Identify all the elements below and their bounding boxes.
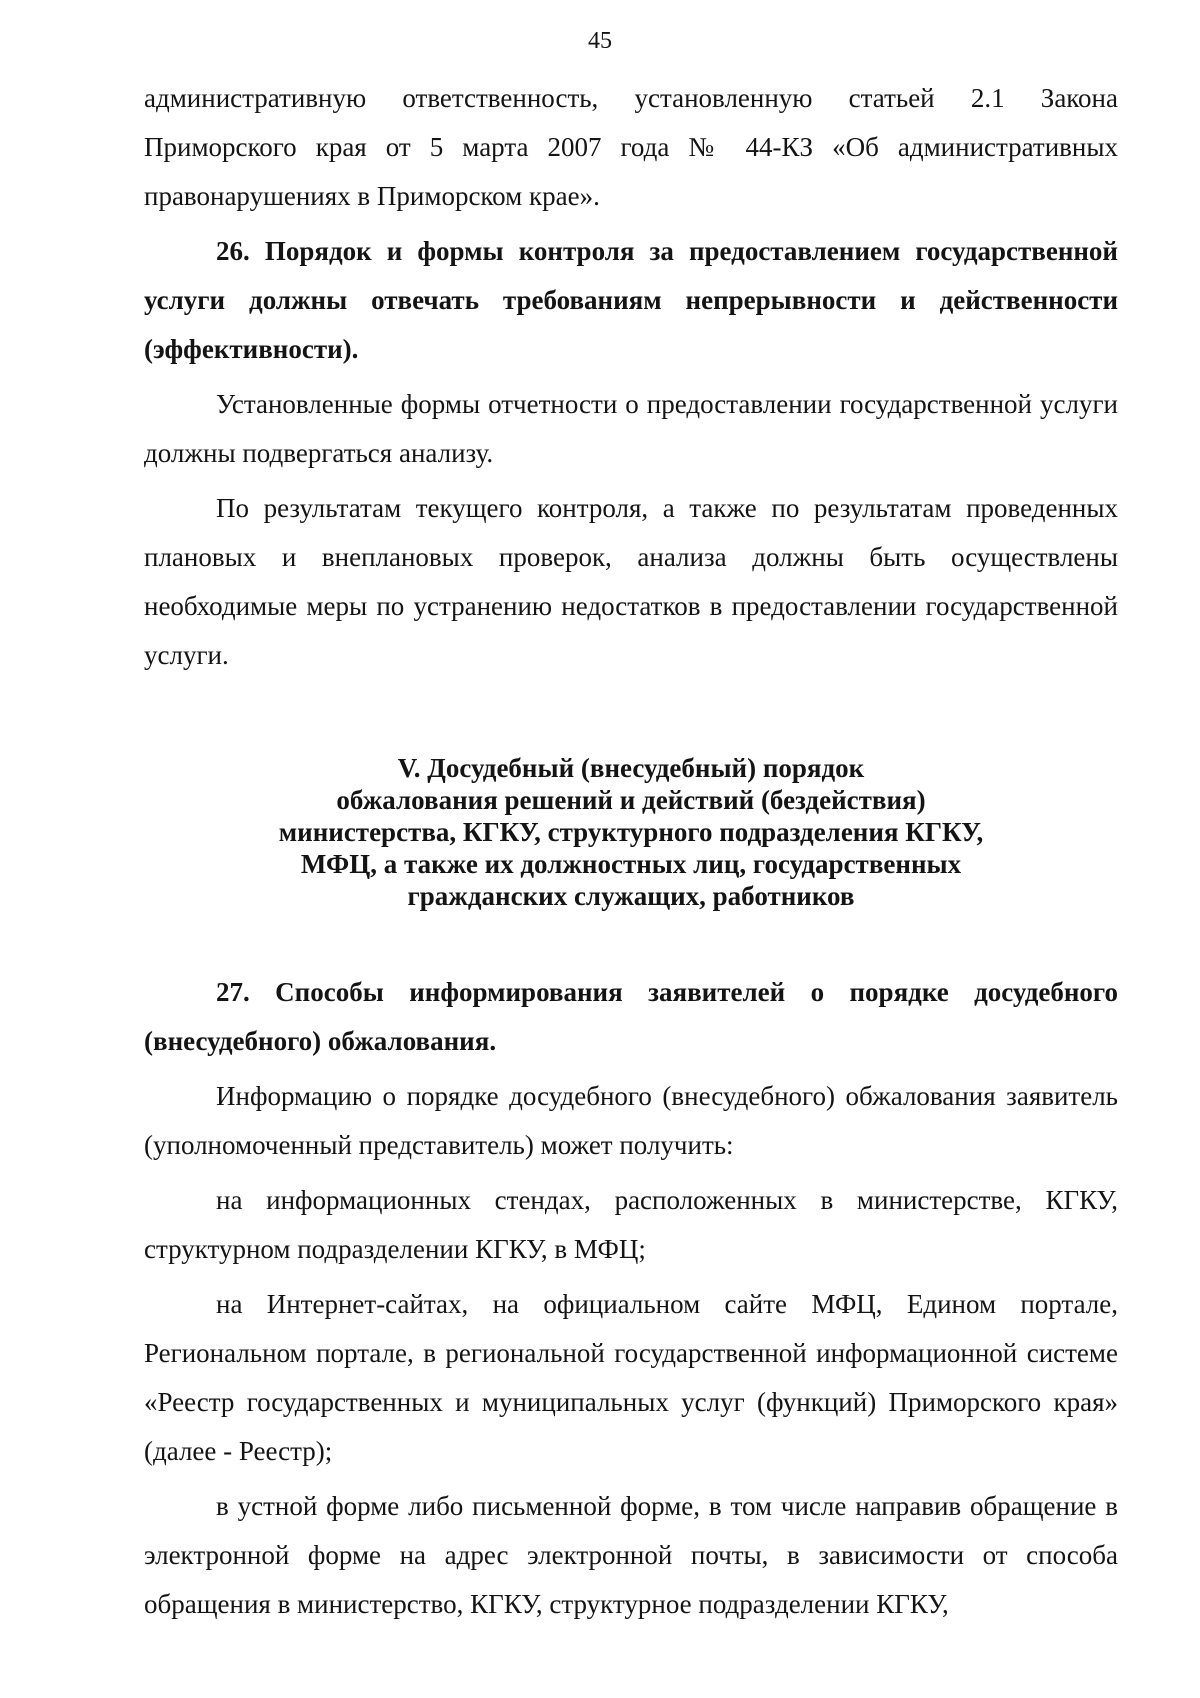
paragraph-reporting-forms: Установленные формы отчетности о предоставлении государственной услуги должны подвергаться анализу. — [144, 389, 1118, 468]
section-heading-line: обжалования решений и действий (бездействия) — [336, 785, 926, 815]
paragraph-internet-sites: на Интернет-сайтах, на официальном сайте МФЦ, Едином портале, Региональном портале, в региональной государственной информационной системе «Реестр государственных и муниципальных услуг (функций) Приморского края» (далее - Реестр); — [144, 1289, 1118, 1466]
paragraph-oral-written: в устной форме либо письменной форме, в том числе направив обращение в электронной форме на адрес электронной почты, в зависимости от способа обращения в министерство, КГКУ, структурное подразделении КГКУ, — [144, 1491, 1118, 1619]
paragraph-control-results: По результатам текущего контроля, а также по результатам проведенных плановых и внеплановых проверок, анализа должны быть осуществлены необходимые меры по устранению недостатков в предоставлении государственной услуги. — [144, 493, 1118, 670]
section-heading-line: министерства, КГКУ, структурного подразделения КГКУ, — [278, 817, 984, 847]
document-body — [144, 74, 1118, 1629]
section-heading-line: гражданских служащих, работников — [407, 881, 855, 911]
section-v-heading — [144, 752, 1118, 912]
clause-26-heading: 26. Порядок и формы контроля за предоставлением государственной услуги должны отвечать требованиям непрерывности и действенности (эффективности). — [144, 236, 1118, 364]
paragraph-info-stands: на информационных стендах, расположенных в министерстве, КГКУ, структурном подразделении КГКУ, в МФЦ; — [144, 1185, 1118, 1264]
clause-27-heading: 27. Способы информирования заявителей о порядке досудебного (внесудебного) обжалования. — [144, 977, 1118, 1056]
page-number: 45 — [588, 28, 612, 54]
section-heading-line: V. Досудебный (внесудебный) порядок — [397, 753, 865, 783]
paragraph-appeal-info: Информацию о порядке досудебного (внесудебного) обжалования заявитель (уполномоченный представитель) может получить: — [144, 1081, 1118, 1160]
paragraph-continuation: административную ответственность, установленную статьей 2.1 Закона Приморского края от 5 марта 2007 года № 44-КЗ «Об административных правонарушениях в Приморском крае». — [144, 83, 1118, 211]
section-heading-line: МФЦ, а также их должностных лиц, государственных — [300, 849, 962, 879]
